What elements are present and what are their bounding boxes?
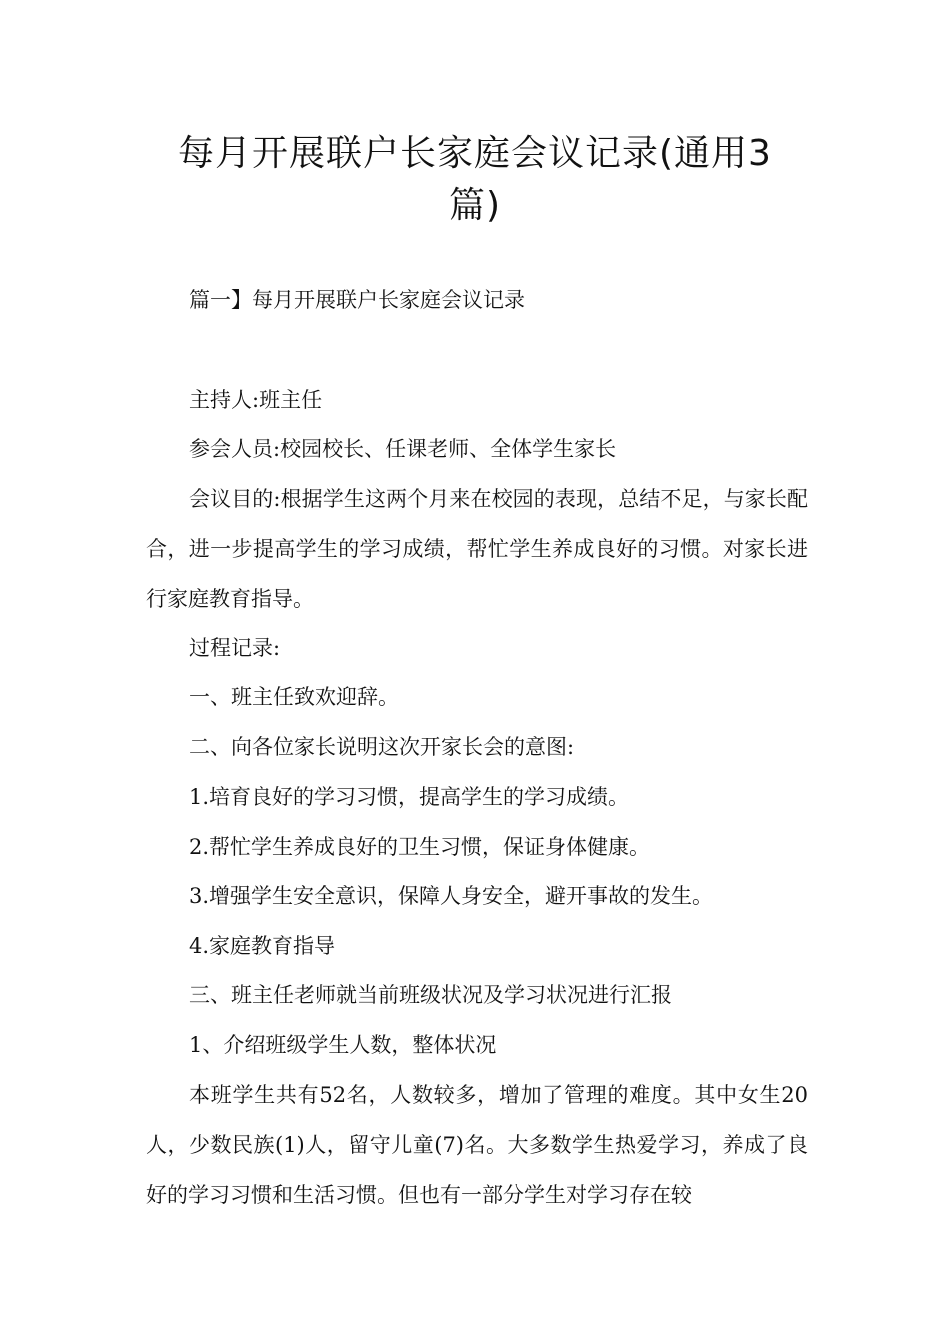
title-line-1: 每月开展联户长家庭会议记录(通用3 (178, 133, 772, 174)
attendees-line: 参会人员:校园校长、任课老师、全体学生家长 (189, 437, 617, 461)
agenda-subitem-1: 1.培育良好的学习习惯，提高学生的学习成绩。 (189, 785, 630, 809)
purpose-paragraph: 会议目的:根据学生这两个月来在校园的表现，总结不足，与家长配合，进一步提高学生的学习成绩，帮忙学生养成良好的习惯。对家长进行家庭教育指导。 (146, 487, 808, 611)
process-label: 过程记录: (189, 636, 281, 660)
section-heading: 篇一】每月开展联户长家庭会议记录 (189, 288, 525, 312)
title-line-2: 篇) (448, 185, 502, 226)
agenda-item-2: 二、向各位家长说明这次开家长会的意图: (189, 735, 575, 759)
agenda-subitem-3: 3.增强学生安全意识，保障人身安全，避开事故的发生。 (189, 884, 714, 908)
agenda-subitem-2: 2.帮忙学生养成良好的卫生习惯，保证身体健康。 (189, 835, 651, 859)
class-report-paragraph: 本班学生共有52名，人数较多，增加了管理的难度。其中女生20人，少数民族(1)人，留守儿童(7)名。大多数学生热爱学习，养成了良好的学习习惯和生活习惯。但也有一部分学生对学习存在较 (146, 1083, 808, 1207)
document-title (140, 128, 810, 232)
agenda-item-3: 三、班主任老师就当前班级状况及学习状况进行汇报 (189, 983, 672, 1007)
agenda-item-3-1: 1、介绍班级学生人数，整体状况 (189, 1033, 497, 1057)
agenda-item-1: 一、班主任致欢迎辞。 (189, 685, 399, 709)
agenda-subitem-4: 4.家庭教育指导 (189, 934, 336, 958)
host-line: 主持人:班主任 (189, 388, 323, 412)
